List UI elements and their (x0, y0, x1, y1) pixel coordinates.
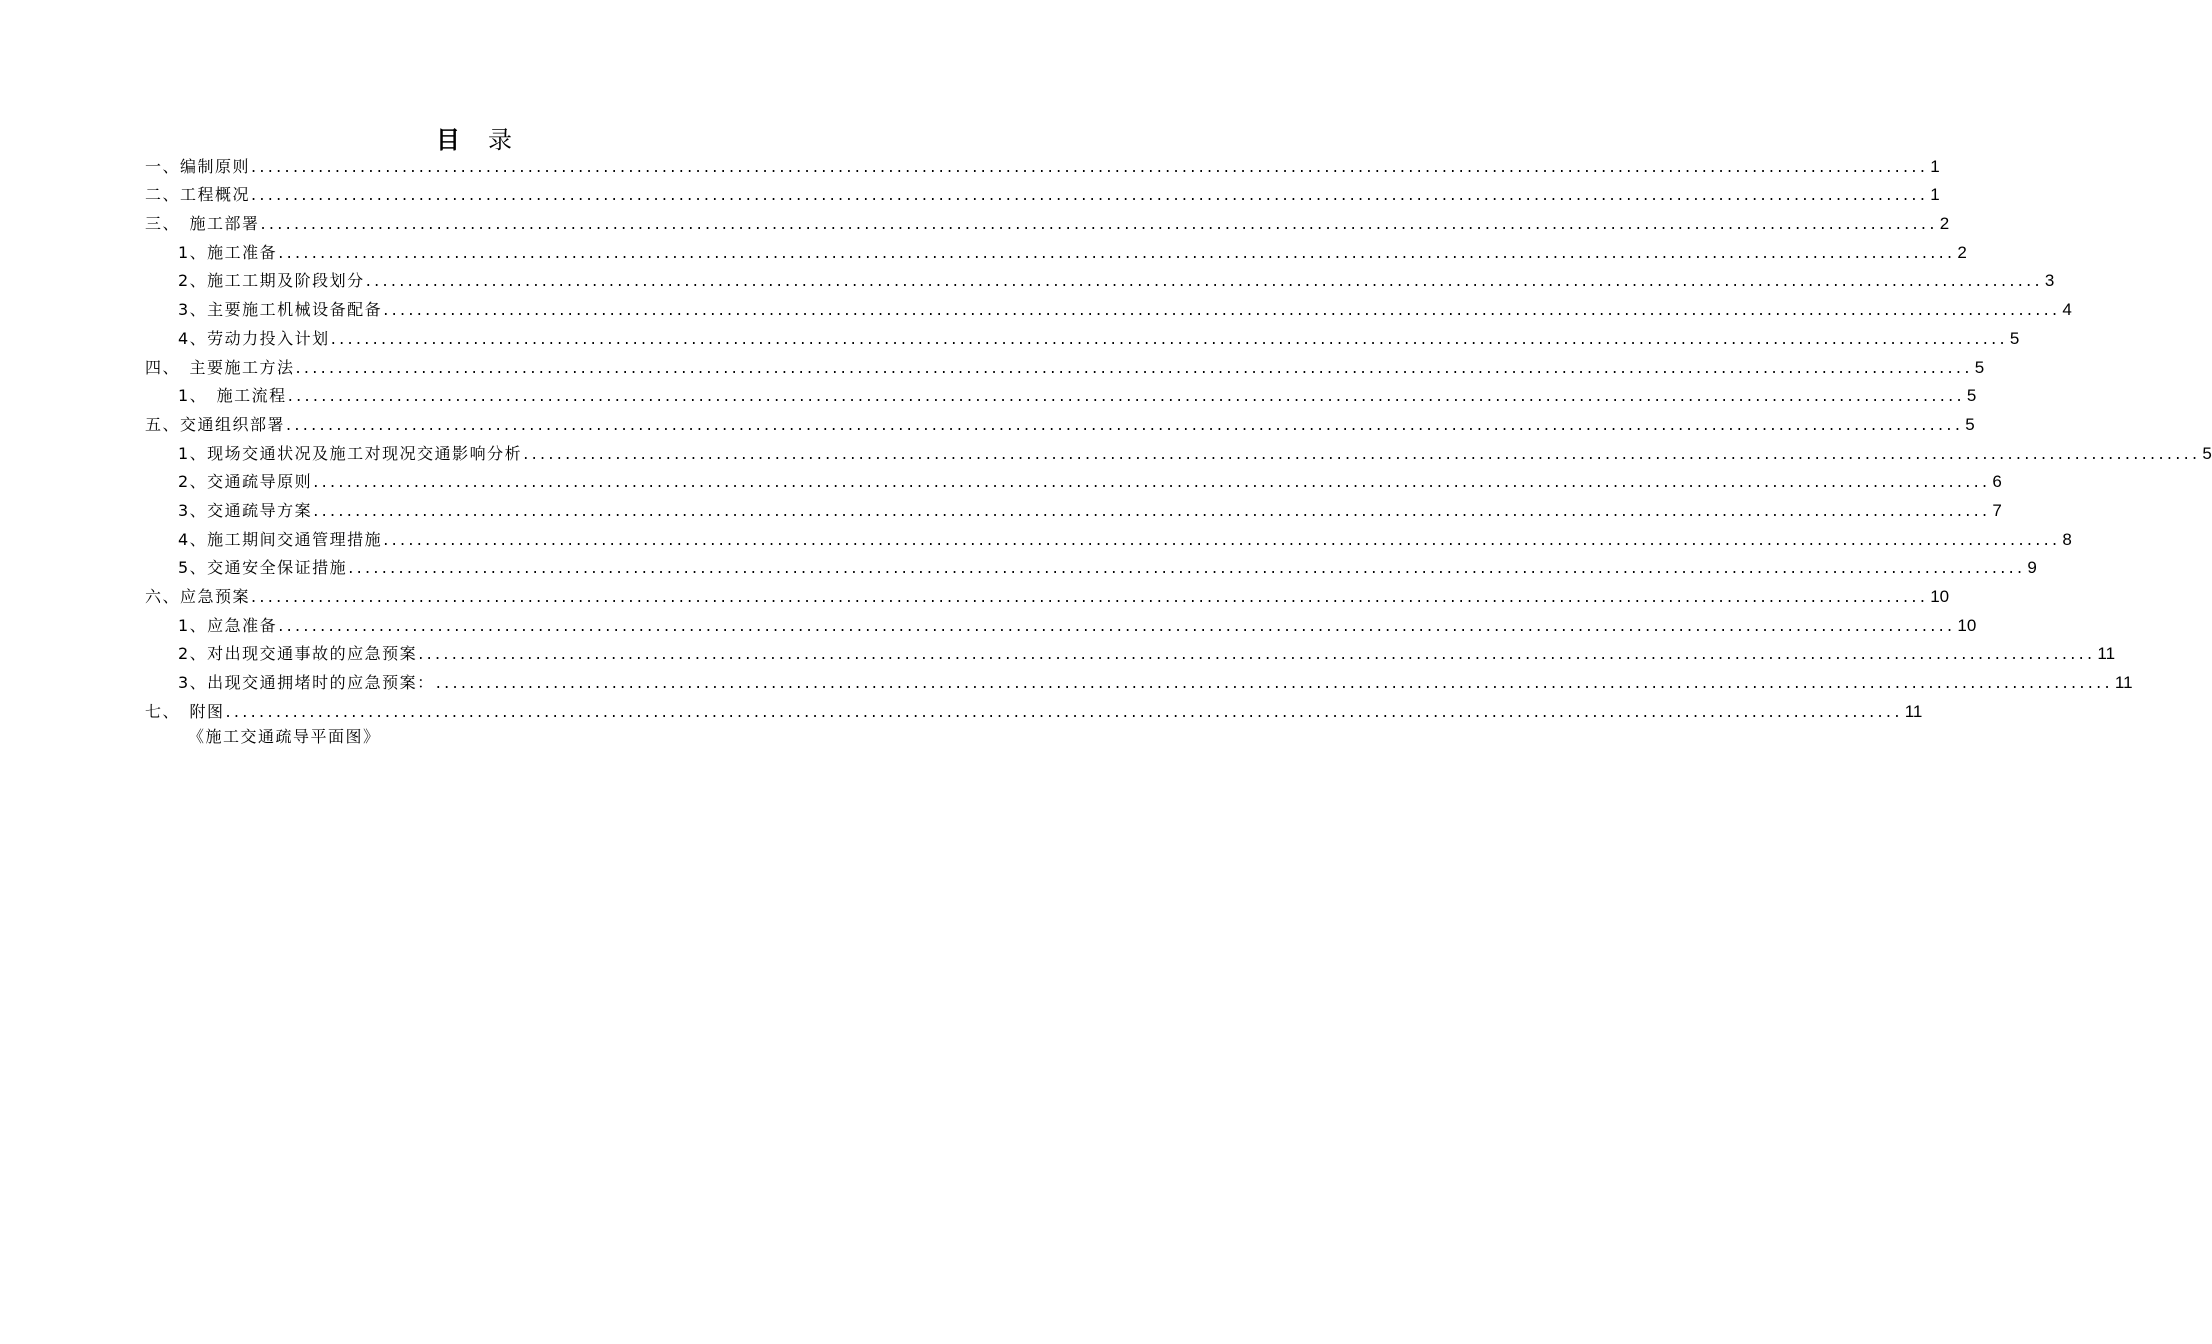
toc-entry-label: 3、出现交通拥堵时的应急预案： (178, 673, 435, 693)
toc-leader-dots: ........................................................................................................................................................................................................ (523, 443, 2201, 463)
toc-entry-page-number: 8 (2062, 529, 2072, 549)
toc-entry-label: 四、 主要施工方法 (145, 357, 295, 377)
toc-entry[interactable] (145, 492, 2002, 521)
toc-entry[interactable] (145, 320, 2020, 349)
toc-leader-dots: ........................................................................................................................................................................................................ (278, 615, 1956, 635)
toc-leader-dots: ........................................................................................................................................................................................................ (251, 156, 1929, 176)
toc-leader-dots: ........................................................................................................................................................................................................ (313, 472, 1991, 492)
toc-title-char-1: 目 (436, 126, 462, 154)
toc-entry[interactable] (145, 177, 1940, 206)
toc-entry[interactable] (145, 664, 2133, 693)
toc-entry-label: 六、应急预案 (145, 587, 251, 606)
toc-entry[interactable] (145, 550, 2037, 579)
toc-entry[interactable] (145, 607, 1977, 636)
toc-entry-page-number: 5 (1966, 386, 1977, 406)
toc-leader-dots: ........................................................................................................................................................................................................ (383, 529, 2061, 549)
toc-entry-label: 4、施工期间交通管理措施 (178, 529, 383, 549)
toc-entry[interactable] (145, 349, 1985, 378)
toc-entry-label: 三、 施工部署 (145, 214, 260, 234)
toc-entry-page-number: 5 (1974, 357, 1985, 377)
toc-entry[interactable] (145, 521, 2072, 550)
toc-entry-page-number: 2 (1957, 242, 1967, 262)
toc-entry-page-number: 6 (1992, 472, 2002, 492)
toc-entry-page-number: 2 (1939, 214, 1950, 234)
toc-leader-dots: ........................................................................................................................................................................................................ (295, 357, 1973, 377)
toc-entry-page-number: 7 (1992, 500, 2002, 520)
toc-entry[interactable] (145, 234, 1967, 263)
toc-leader-dots: ........................................................................................................................................................................................................ (278, 242, 1956, 262)
toc-entry[interactable] (145, 291, 2072, 320)
toc-entry-label: 3、主要施工机械设备配备 (178, 300, 383, 320)
toc-entry-label: 1、应急准备 (178, 615, 278, 635)
toc-entry-page-number: 11 (1904, 701, 1923, 721)
toc-leader-dots: ........................................................................................................................................................................................................ (287, 386, 1965, 406)
toc-entry[interactable] (145, 205, 1950, 234)
toc-entry-page-number: 3 (2044, 271, 2055, 291)
toc-leader-dots: ........................................................................................................................................................................................................ (330, 328, 2008, 348)
toc-entry-label: 一、编制原则 (145, 156, 251, 176)
toc-title-char-2: 录 (488, 126, 514, 154)
toc-leader-dots: ........................................................................................................................................................................................................ (225, 701, 1903, 721)
toc-entry[interactable] (145, 578, 1950, 607)
toc-entry-page-number: 11 (2114, 673, 2133, 693)
toc-entry[interactable] (145, 406, 1975, 435)
table-of-contents (145, 148, 2212, 722)
toc-entry[interactable] (145, 464, 2002, 493)
toc-entry[interactable] (145, 378, 1977, 407)
toc-entry-label: 1、现场交通状况及施工对现况交通影响分析 (178, 443, 523, 463)
toc-entry-label: 3、交通疏导方案 (178, 500, 313, 520)
toc-leader-dots: ........................................................................................................................................................................................................ (286, 414, 1964, 434)
toc-entry[interactable] (145, 263, 2055, 292)
toc-entry-label: 二、工程概况 (145, 185, 251, 205)
toc-entry-page-number: 10 (1957, 615, 1977, 635)
toc-entry-page-number: 11 (2097, 644, 2116, 664)
toc-leader-dots: ........................................................................................................................................................................................................ (418, 644, 2096, 664)
toc-entry-label: 七、 附图 (145, 701, 225, 721)
toc-entry-label: 1、 施工流程 (178, 386, 287, 406)
toc-entry-page-number: 9 (2027, 558, 2037, 578)
toc-leader-dots: ........................................................................................................................................................................................................ (251, 185, 1929, 205)
toc-entry-page-number: 10 (1930, 587, 1950, 606)
toc-entry-page-number: 5 (2202, 443, 2212, 463)
toc-leader-dots: ........................................................................................................................................................................................................ (313, 500, 1991, 520)
toc-entry[interactable] (145, 435, 2212, 464)
toc-entry-label: 4、劳动力投入计划 (178, 328, 330, 348)
toc-entry-label: 2、交通疏导原则 (178, 472, 313, 492)
toc-entry-page-number: 1 (1930, 156, 1940, 176)
toc-entry[interactable] (145, 636, 2116, 665)
toc-entry[interactable] (145, 693, 1923, 722)
toc-leader-dots: ........................................................................................................................................................................................................ (260, 214, 1938, 234)
toc-leader-dots: ........................................................................................................................................................................................................ (365, 271, 2043, 291)
toc-entry-label: 2、对出现交通事故的应急预案 (178, 644, 418, 664)
toc-entry-page-number: 5 (2009, 328, 2020, 348)
toc-leader-dots: ........................................................................................................................................................................................................ (348, 558, 2026, 578)
toc-entry-page-number: 5 (1965, 414, 1975, 434)
appendix-note: 《施工交通疏导平面图》 (188, 727, 381, 746)
toc-entry-label: 1、施工准备 (178, 242, 278, 262)
toc-entry-label: 5、交通安全保证措施 (178, 558, 348, 578)
toc-entry-page-number: 4 (2062, 300, 2072, 320)
toc-leader-dots: ........................................................................................................................................................................................................ (383, 300, 2061, 320)
toc-entry-page-number: 1 (1930, 185, 1940, 205)
toc-entry[interactable] (145, 148, 1940, 177)
toc-leader-dots: ........................................................................................................................................................................................................ (435, 673, 2113, 693)
toc-entry-label: 五、交通组织部署 (145, 414, 286, 434)
toc-leader-dots: ........................................................................................................................................................................................................ (251, 587, 1929, 606)
toc-entry-label: 2、施工工期及阶段划分 (178, 271, 365, 291)
